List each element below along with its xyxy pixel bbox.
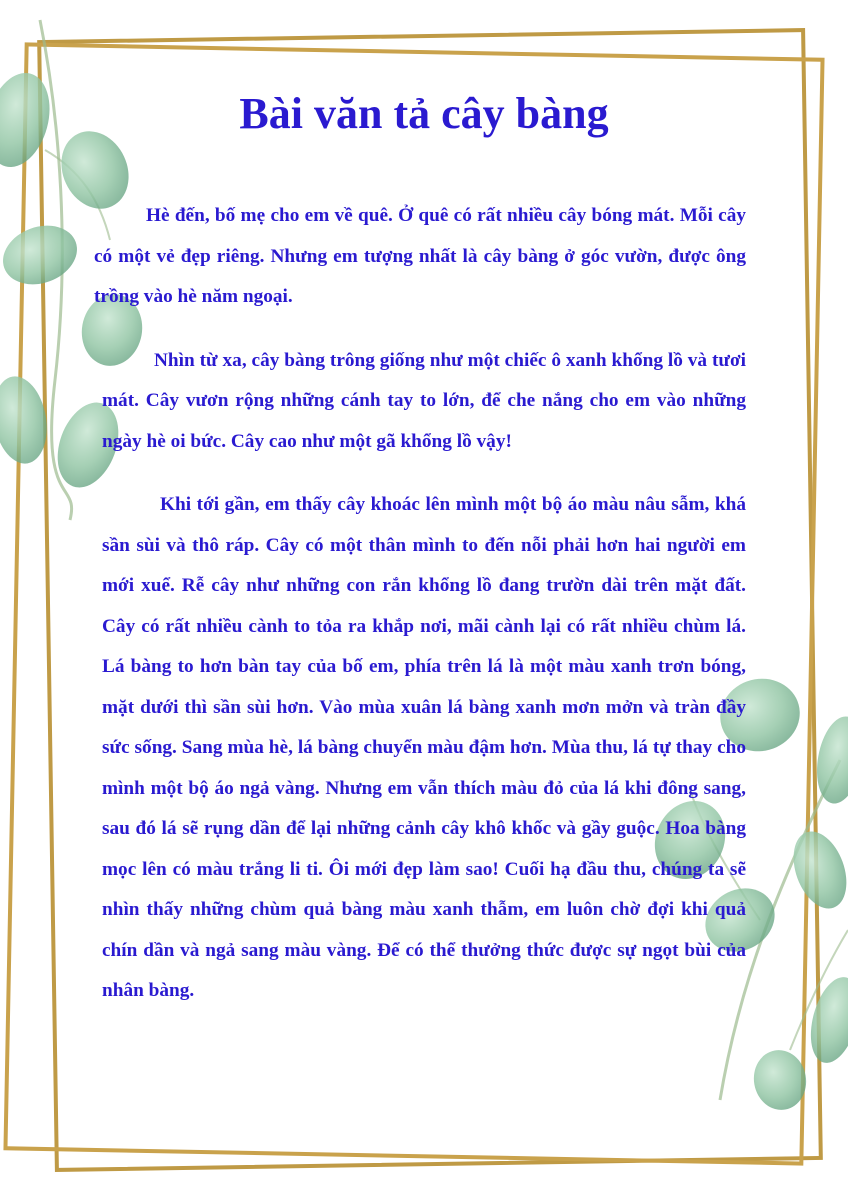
essay-body — [94, 196, 746, 1035]
paragraph: Nhìn từ xa, cây bàng trông giống như một chiếc ô xanh khổng lồ và tươi mát. Cây vươn rộng những cánh tay to lớn, để che nắng cho em vào những ngày hè oi bức. Cây cao như một gã khổng lồ vậy! — [102, 349, 746, 452]
paragraph: Hè đến, bố mẹ cho em về quê. Ở quê có rất nhiều cây bóng mát. Mỗi cây có một vẻ đẹp riêng. Nhưng em tượng nhất là cây bàng ở góc vườn, được ông trồng vào hè năm ngoại. — [94, 205, 746, 307]
page-title: Bài văn tả cây bàng — [239, 89, 609, 138]
paragraph: Khi tới gần, em thấy cây khoác lên mình một bộ áo màu nâu sẫm, khá sần sùi và thô ráp. Cây có một thân mình to đến nỗi phải hơn hai người em mới xuể. Rễ cây như những con rắn khổng lồ đang trườn dài trên mặt đất. Cây có rất nhiều cành to tỏa ra khắp nơi, mãi cành lại có rất nhiều chùm lá. Lá bàng to hơn bàn tay của bố em, phía trên lá là một màu xanh trơn bóng, mặt dưới thì sần sùi hơn. Vào mùa xuân lá bàng xanh mơn mởn và tràn đầy sức sống. Sang mùa hè, lá bàng chuyển màu đậm hơn. Mùa thu, lá tự thay cho mình một bộ áo ngả vàng. Nhưng em vẫn thích màu đỏ của lá khi đông sang, sau đó lá sẽ rụng dần để lại những cảnh cây khô khốc và gầy guộc. Hoa bàng mọc lên có màu trắng li ti. Ôi mới đẹp làm sao! Cuối hạ đầu thu, chúng ta sẽ nhìn thấy những chùm quả bàng màu xanh thẫm, em luôn chờ đợi khi quả chín dần và ngả sang màu vàng. Để có thể thưởng thức được sự ngọt bùi của nhân bàng. — [102, 494, 746, 1001]
